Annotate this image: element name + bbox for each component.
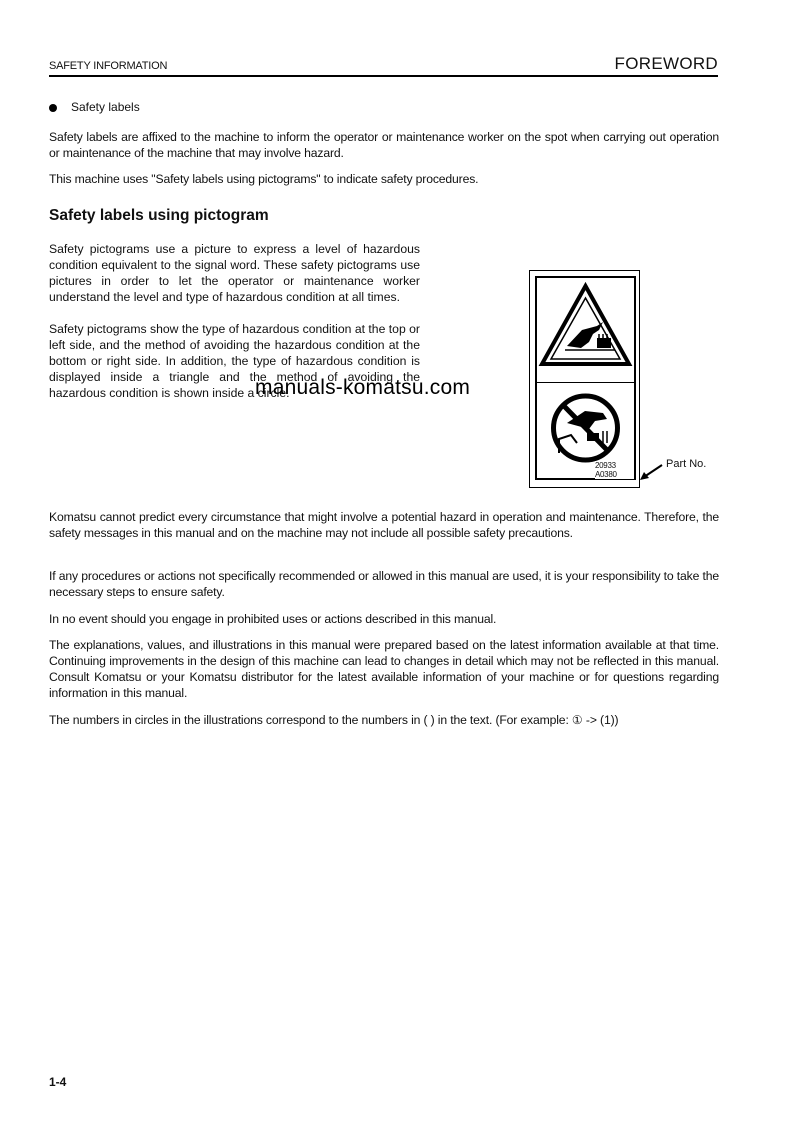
- part-number-callout: Part No.: [666, 458, 707, 470]
- section-heading: Safety labels using pictogram: [49, 207, 269, 224]
- bullet-icon: [49, 104, 57, 112]
- hazard-triangle-icon: [537, 278, 634, 382]
- bullet-heading: [49, 100, 140, 114]
- pictogram-paragraph-1: Safety pictograms use a picture to express a level of hazardous condition equivalent to the signal word. These safety pictograms use pictures in order to let the operator or maintenance worker understand the level and type of hazardous condition at all times.: [49, 242, 420, 304]
- header-rule: [49, 75, 718, 77]
- body-paragraph-2: If any procedures or actions not specifically recommended or allowed in this manual are used, it is your responsibility to take the necessary steps to ensure safety.: [49, 569, 719, 599]
- part-number-code: 20933 A0380: [595, 461, 634, 479]
- body-paragraph-3: In no event should you engage in prohibited uses or actions described in this manual.: [49, 612, 497, 626]
- header-section-title: SAFETY INFORMATION: [49, 60, 168, 72]
- pictogram-paragraph-2: Safety pictograms show the type of hazardous condition at the top or left side, and the method of avoiding the hazardous condition at the bottom or right side. In addition, the type of hazardous condition is displayed inside a triangle and the method of avoiding the hazardous condition is shown inside a circle.: [49, 322, 420, 400]
- bullet-heading-text: Safety labels: [71, 100, 140, 114]
- body-paragraph-4: The explanations, values, and illustrations in this manual were prepared based on the latest information available at that time. Continuing improvements in the design of this machine can lead to changes in detail which may not be reflected in this manual. Consult Komatsu or your Komatsu distributor for the latest available information of your machine or for questions regarding information in this manual.: [49, 638, 719, 700]
- safety-label-frame: [535, 276, 636, 480]
- intro-paragraph-2: This machine uses "Safety labels using pictograms" to indicate safety procedures.: [49, 172, 479, 186]
- watermark: manuals-komatsu.com: [255, 376, 471, 399]
- safety-label-figure: [529, 270, 640, 488]
- intro-paragraph-1: Safety labels are affixed to the machine to inform the operator or maintenance worker on the spot when carrying out operation or maintenance of the machine that may involve hazard.: [49, 130, 719, 160]
- page-number: 1-4: [49, 1075, 67, 1089]
- body-paragraph-1: Komatsu cannot predict every circumstance that might involve a potential hazard in operation and maintenance. Therefore, the safety messages in this manual and on the machine may not include all possible safety precautions.: [49, 510, 719, 540]
- arrow-icon: [638, 462, 664, 482]
- header-chapter-title: FOREWORD: [614, 54, 718, 73]
- body-paragraph-5: The numbers in circles in the illustrations correspond to the numbers in ( ) in the text. (For example: ① -> (1)): [49, 713, 619, 727]
